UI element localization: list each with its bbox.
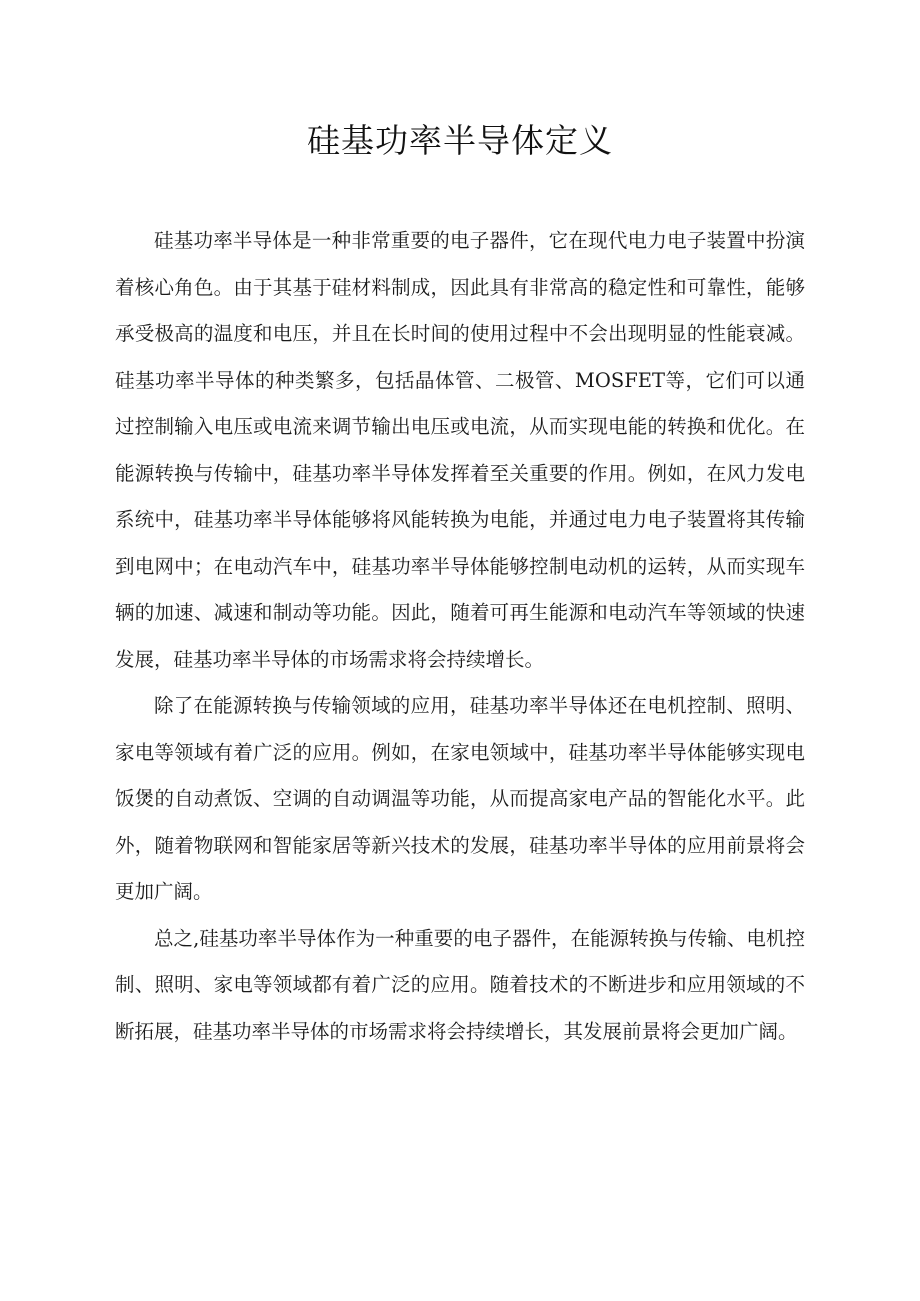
paragraph-intro: 硅基功率半导体是一种非常重要的电子器件，它在现代电力电子装置中扮演着核心角色。由于其基于硅材料制成，因此具有非常高的稳定性和可靠性，能够承受极高的温度和电压，并且在长时间的使用过程中不会出现明显的性能衰减。硅基功率半导体的种类繁多，包括晶体管、二极管、MOSFET等，它们可以通过控制输入电压或电流来调节输出电压或电流，从而实现电能的转换和优化。在能源转换与传输中，硅基功率半导体发挥着至关重要的作用。例如，在风力发电系统中，硅基功率半导体能够将风能转换为电能，并通过电力电子装置将其传输到电网中；在电动汽车中，硅基功率半导体能够控制电动机的运转，从而实现车辆的加速、减速和制动等功能。因此，随着可再生能源和电动汽车等领域的快速发展，硅基功率半导体的市场需求将会持续增长。 bbox=[115, 229, 805, 671]
paragraph-applications: 除了在能源转换与传输领域的应用，硅基功率半导体还在电机控制、照明、家电等领域有着广泛的应用。例如，在家电领域中，硅基功率半导体能够实现电饭煲的自动煮饭、空调的自动调温等功能，从而提高家电产品的智能化水平。此外，随着物联网和智能家居等新兴技术的发展，硅基功率半导体的应用前景将会更加广阔。 bbox=[115, 694, 805, 903]
document-body bbox=[115, 218, 805, 1055]
document-title: 硅基功率半导体定义 bbox=[307, 121, 613, 160]
paragraph-conclusion: 总之,硅基功率半导体作为一种重要的电子器件，在能源转换与传输、电机控制、照明、家电等领域都有着广泛的应用。随着技术的不断进步和应用领域的不断拓展，硅基功率半导体的市场需求将会持续增长，其发展前景将会更加广阔。 bbox=[115, 926, 805, 1043]
